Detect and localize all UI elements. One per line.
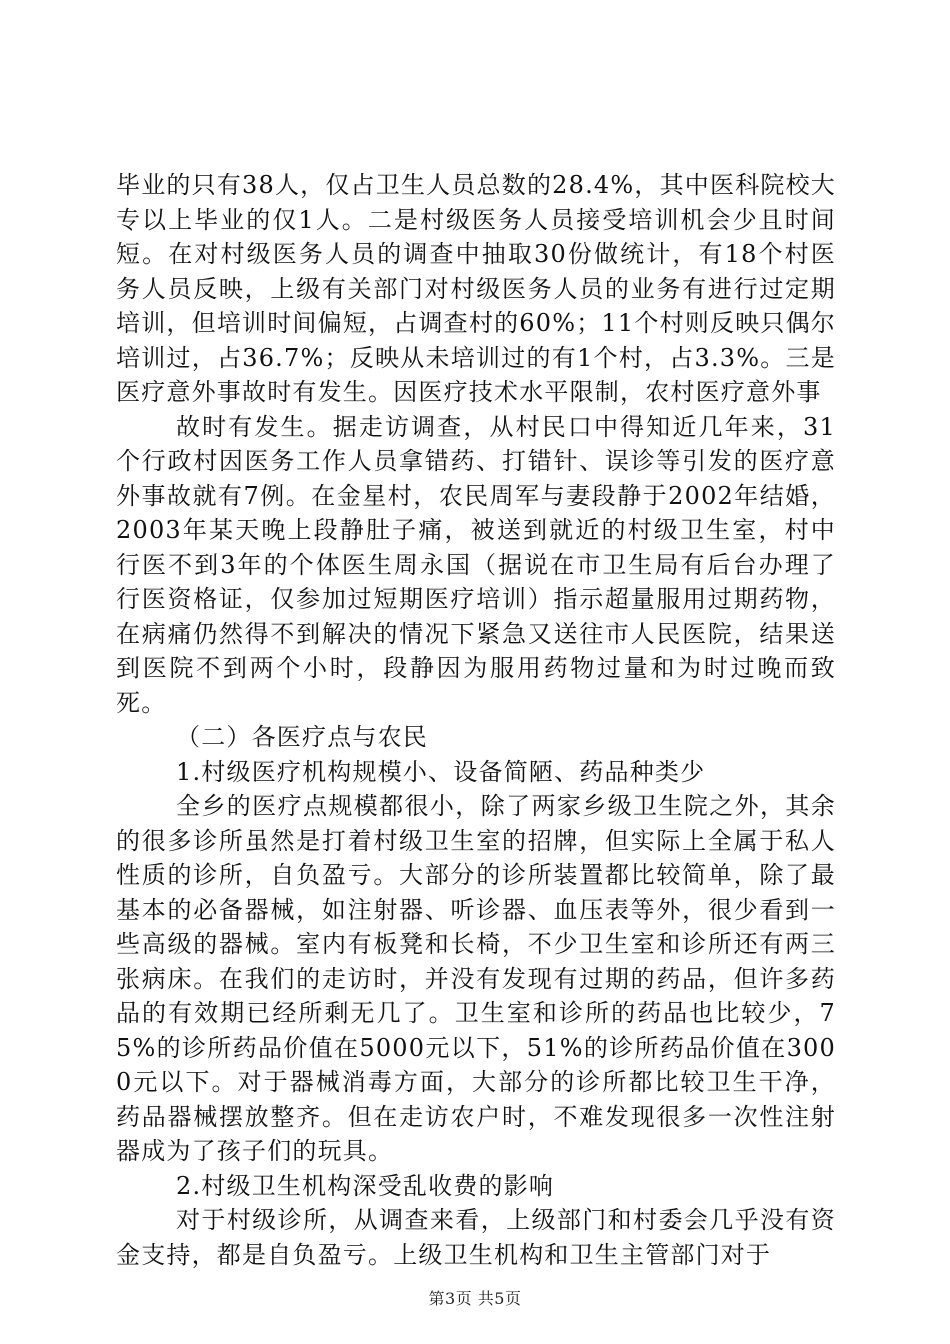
paragraph-clinics: 全乡的医疗点规模都很小，除了两家乡级卫生院之外，其余的很多诊所虽然是打着村级卫生室的招牌，但实际上全属于私人性质的诊所，自负盈亏。大部分的诊所装置都比较简单，除了最基本的必备器械，如注射器、听诊器、血压表等外，很少看到一些高级的器械。室内有板凳和长椅，不少卫生室和诊所还有两三张病床。在我们的走访时，并没有发现有过期的药品，但许多药品的有效期已经所剩无几了。卫生室和诊所的药品也比较少，75%的诊所药品价值在5000元以下，51%的诊所药品价值在3000元以下。对于器械消毒方面，大部分的诊所都比较卫生干净，药品器械摆放整齐。但在走访农户时，不难发现很多一次性注射器成为了孩子们的玩具。 [116,792,836,1165]
section-heading: （二）各医疗点与农民 [176,723,428,751]
paragraph-continuation: 毕业的只有38人，仅占卫生人员总数的28.4%，其中医科院校大专以上毕业的仅1人。二是村级医务人员接受培训机会少且时间短。在对村级医务人员的调查中抽取30份做统计，有18个村医务人员反映，上级有关部门对村级医务人员的业务有进行过定期培训，但培训时间偏短，占调查村的60%；11个村则反映只偶尔培训过，占36.7%；反映从未培训过的有1个村，占3.3%。三是医疗意外事故时有发生。因医疗技术水平限制，农村医疗意外事 [116,171,836,406]
subsection-heading-2: 2.村级卫生机构深受乱收费的影响 [176,1171,555,1200]
subsection-heading-1: 1.村级医疗机构规模小、设备简陋、药品种类少 [176,757,706,786]
page-number-footer: 第3页 共5页 [428,1289,522,1308]
paragraph-accident: 故时有发生。据走访调查，从村民口中得知近几年来，31个行政村因医务工作人员拿错药、打错针、误诊等引发的医疗意外事故就有7例。在金星村，农民周军与妻段静于2002年结婚，2003年某天晚上段静肚子痛，被送到就近的村级卫生室，村中行医不到3年的个体医生周永国（据说在市卫生局有后台办理了行医资格证，仅参加过短期医疗培训）指示超量服用过期药物，在病痛仍然得不到解决的情况下紧急又送往市人民医院，结果送到医院不到两个小时，段静因为服用药物过量和为时过晚而致死。 [116,412,836,717]
document-body [116,168,836,1272]
paragraph-fees: 对于村级诊所，从调查来看，上级部门和村委会几乎没有资金支持，都是自负盈亏。上级卫生机构和卫生主管部门对于 [116,1206,836,1269]
